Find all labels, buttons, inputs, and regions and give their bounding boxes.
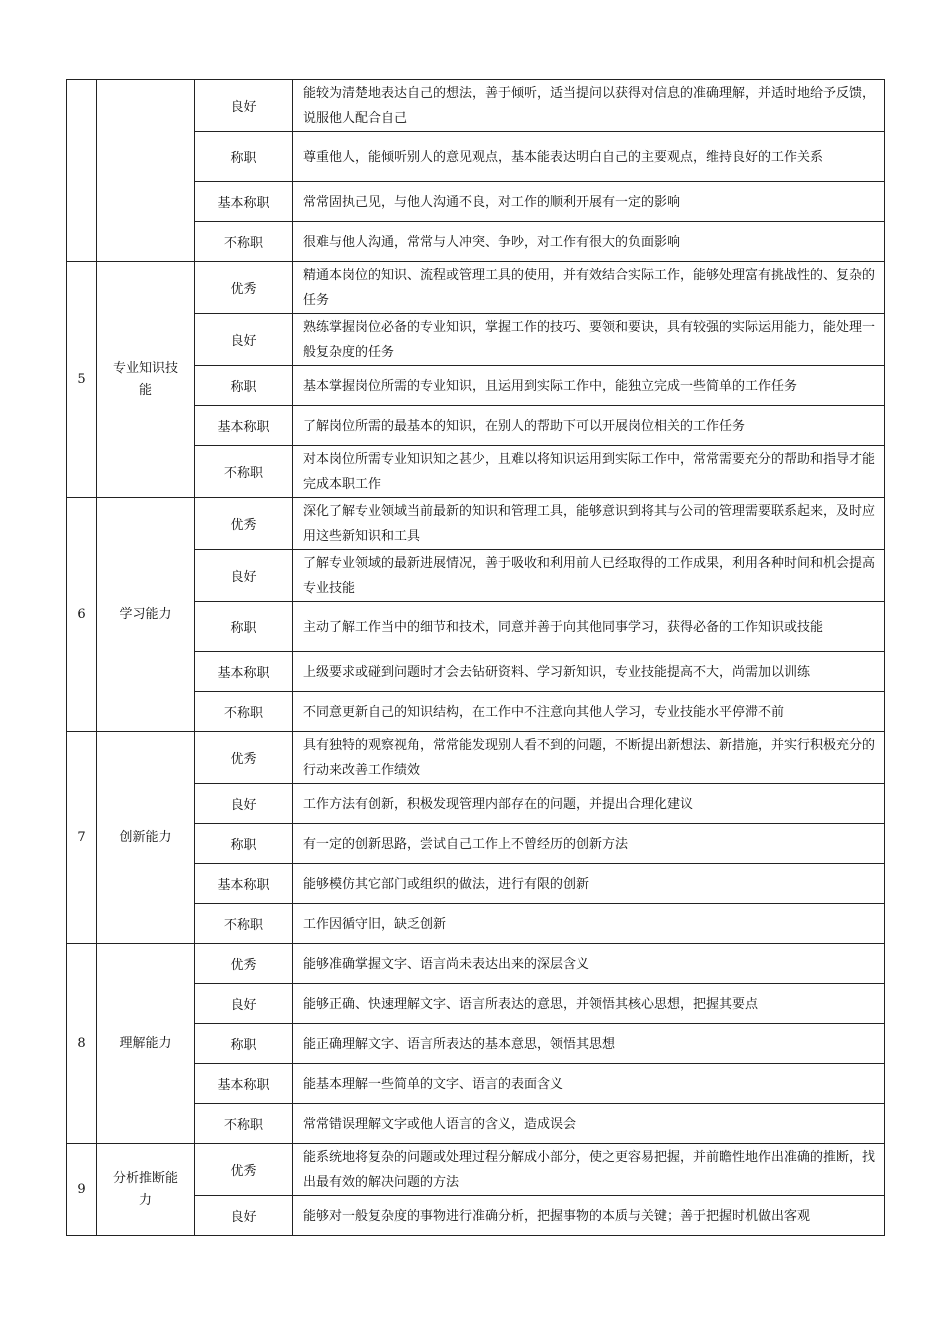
rating-description: 上级要求或碰到问题时才会去钻研资料、学习新知识，专业技能提高不大，尚需加以训练 [293, 652, 885, 692]
competency-name: 创新能力 [97, 732, 195, 944]
item-number: 8 [67, 944, 97, 1144]
rating-level: 基本称职 [195, 182, 293, 222]
item-number: 6 [67, 498, 97, 732]
rating-level: 良好 [195, 314, 293, 366]
rating-description: 精通本岗位的知识、流程或管理工具的使用，并有效结合实际工作，能够处理富有挑战性的、复杂的任务 [293, 262, 885, 314]
rating-description: 具有独特的观察视角，常常能发现别人看不到的问题，不断提出新想法、新措施，并实行积极充分的行动来改善工作绩效 [293, 732, 885, 784]
table-row [67, 944, 885, 984]
rating-description: 能够准确掌握文字、语言尚未表达出来的深层含义 [293, 944, 885, 984]
rating-description: 了解专业领域的最新进展情况，善于吸收和利用前人已经取得的工作成果，利用各种时间和机会提高专业技能 [293, 550, 885, 602]
competency-name: 分析推断能力 [97, 1144, 195, 1236]
rating-level: 优秀 [195, 732, 293, 784]
item-number: 9 [67, 1144, 97, 1236]
table-row [67, 732, 885, 784]
table-row [67, 80, 885, 132]
rating-level: 良好 [195, 984, 293, 1024]
rating-description: 常常固执己见，与他人沟通不良，对工作的顺利开展有一定的影响 [293, 182, 885, 222]
rating-description: 能正确理解文字、语言所表达的基本意思，领悟其思想 [293, 1024, 885, 1064]
rating-level: 基本称职 [195, 1064, 293, 1104]
rating-description: 主动了解工作当中的细节和技术，同意并善于向其他同事学习，获得必备的工作知识或技能 [293, 602, 885, 652]
rating-level: 良好 [195, 80, 293, 132]
rating-level: 称职 [195, 132, 293, 182]
rating-level: 优秀 [195, 1144, 293, 1196]
rating-level: 不称职 [195, 446, 293, 498]
rating-description: 能够模仿其它部门或组织的做法，进行有限的创新 [293, 864, 885, 904]
rating-level: 不称职 [195, 692, 293, 732]
rating-level: 不称职 [195, 904, 293, 944]
rating-description: 常常错误理解文字或他人语言的含义，造成误会 [293, 1104, 885, 1144]
rating-description: 熟练掌握岗位必备的专业知识，掌握工作的技巧、要领和要诀，具有较强的实际运用能力，能处理一般复杂度的任务 [293, 314, 885, 366]
rating-level: 不称职 [195, 222, 293, 262]
competency-name: 学习能力 [97, 498, 195, 732]
rating-level: 优秀 [195, 498, 293, 550]
table-row [67, 262, 885, 314]
rating-level: 基本称职 [195, 864, 293, 904]
rating-level: 称职 [195, 1024, 293, 1064]
rating-level: 称职 [195, 602, 293, 652]
rating-level: 不称职 [195, 1104, 293, 1144]
rating-level: 良好 [195, 1196, 293, 1236]
rating-level: 称职 [195, 366, 293, 406]
competency-table [66, 79, 885, 1236]
rating-level: 优秀 [195, 262, 293, 314]
competency-name: 理解能力 [97, 944, 195, 1144]
table-body [67, 80, 885, 1236]
rating-description: 深化了解专业领域当前最新的知识和管理工具，能够意识到将其与公司的管理需要联系起来，及时应用这些新知识和工具 [293, 498, 885, 550]
rating-description: 能基本理解一些简单的文字、语言的表面含义 [293, 1064, 885, 1104]
rating-description: 尊重他人，能倾听别人的意见观点，基本能表达明白自己的主要观点，维持良好的工作关系 [293, 132, 885, 182]
rating-description: 了解岗位所需的最基本的知识，在别人的帮助下可以开展岗位相关的工作任务 [293, 406, 885, 446]
rating-description: 很难与他人沟通，常常与人冲突、争吵，对工作有很大的负面影响 [293, 222, 885, 262]
rating-description: 工作方法有创新，积极发现管理内部存在的问题，并提出合理化建议 [293, 784, 885, 824]
rating-level: 称职 [195, 824, 293, 864]
rating-level: 良好 [195, 784, 293, 824]
rating-level: 优秀 [195, 944, 293, 984]
rating-description: 能够正确、快速理解文字、语言所表达的意思，并领悟其核心思想，把握其要点 [293, 984, 885, 1024]
rating-level: 基本称职 [195, 652, 293, 692]
rating-description: 能较为清楚地表达自己的想法，善于倾听，适当提问以获得对信息的准确理解，并适时地给予反馈，说服他人配合自己 [293, 80, 885, 132]
rating-description: 不同意更新自己的知识结构，在工作中不注意向其他人学习，专业技能水平停滞不前 [293, 692, 885, 732]
rating-level: 基本称职 [195, 406, 293, 446]
rating-description: 对本岗位所需专业知识知之甚少，且难以将知识运用到实际工作中，常常需要充分的帮助和指导才能完成本职工作 [293, 446, 885, 498]
rating-level: 良好 [195, 550, 293, 602]
item-number: 7 [67, 732, 97, 944]
table-row [67, 1144, 885, 1196]
competency-name [97, 80, 195, 262]
item-number: 5 [67, 262, 97, 498]
rating-description: 工作因循守旧，缺乏创新 [293, 904, 885, 944]
rating-description: 能系统地将复杂的问题或处理过程分解成小部分，使之更容易把握，并前瞻性地作出准确的推断，找出最有效的解决问题的方法 [293, 1144, 885, 1196]
rating-description: 有一定的创新思路，尝试自己工作上不曾经历的创新方法 [293, 824, 885, 864]
rating-description: 能够对一般复杂度的事物进行准确分析，把握事物的本质与关键；善于把握时机做出客观 [293, 1196, 885, 1236]
table-row [67, 498, 885, 550]
competency-name: 专业知识技能 [97, 262, 195, 498]
rating-description: 基本掌握岗位所需的专业知识，且运用到实际工作中，能独立完成一些简单的工作任务 [293, 366, 885, 406]
item-number [67, 80, 97, 262]
